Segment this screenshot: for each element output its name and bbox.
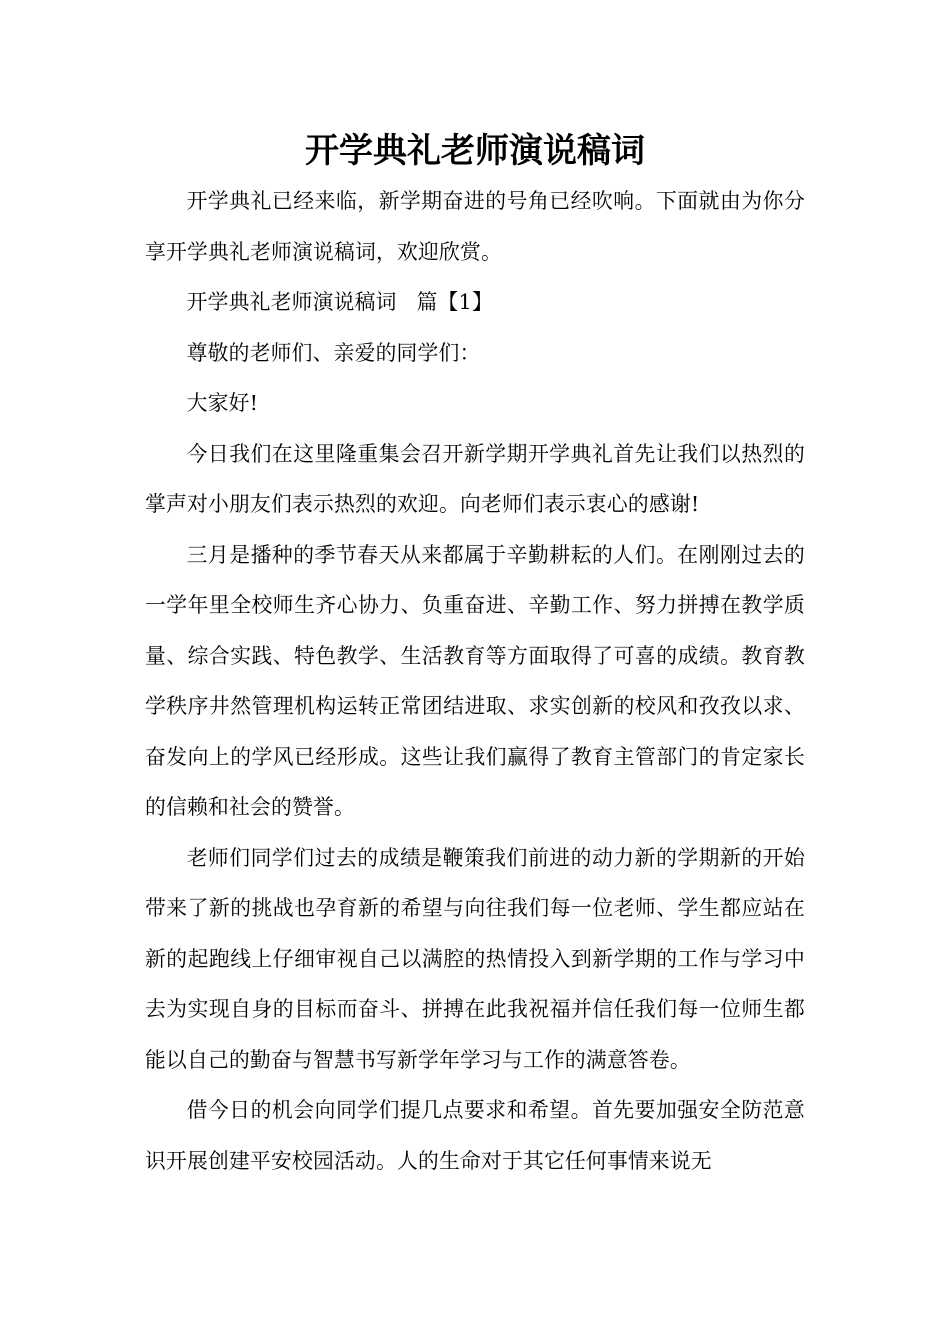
- section-heading-number: 篇【1】: [416, 290, 493, 314]
- document-body: [145, 176, 805, 1186]
- body-paragraph-1: 今日我们在这里隆重集会召开新学期开学典礼首先让我们以热烈的掌声对小朋友们表示热烈的欢迎。向老师们表示衷心的感谢!: [145, 441, 805, 516]
- section-heading-title: 开学典礼老师演说稿词: [186, 290, 397, 314]
- section-heading: [145, 277, 805, 328]
- greeting-paragraph: 大家好!: [186, 391, 259, 415]
- body-paragraph-4: 借今日的机会向同学们提几点要求和希望。首先要加强安全防范意识开展创建平安校园活动。人的生命对于其它任何事情来说无: [145, 1098, 805, 1173]
- document-title: 开学典礼老师演说稿词: [305, 131, 645, 171]
- intro-paragraph: 开学典礼已经来临，新学期奋进的号角已经吹响。下面就由为你分享开学典礼老师演说稿词，欢迎欣赏。: [145, 189, 805, 264]
- salutation-paragraph: 尊敬的老师们、亲爱的同学们：: [186, 340, 481, 365]
- body-paragraph-2: 三月是播种的季节春天从来都属于辛勤耕耘的人们。在刚刚过去的一学年里全校师生齐心协力、负重奋进、辛勤工作、努力拼搏在教学质量、综合实践、特色教学、生活教育等方面取得了可喜的成绩。教育教学秩序井然管理机构运转正常团结进取、求实创新的校风和孜孜以求、奋发向上的学风已经形成。这些让我们赢得了教育主管部门的肯定家长的信赖和社会的赞誉。: [145, 542, 805, 819]
- body-paragraph-3: 老师们同学们过去的成绩是鞭策我们前进的动力新的学期新的开始带来了新的挑战也孕育新的希望与向往我们每一位老师、学生都应站在新的起跑线上仔细审视自己以满腔的热情投入到新学期的工作与学习中去为实现自身的目标而奋斗、拼搏在此我祝福并信任我们每一位师生都能以自己的勤奋与智慧书写新学年学习与工作的满意答卷。: [145, 845, 805, 1072]
